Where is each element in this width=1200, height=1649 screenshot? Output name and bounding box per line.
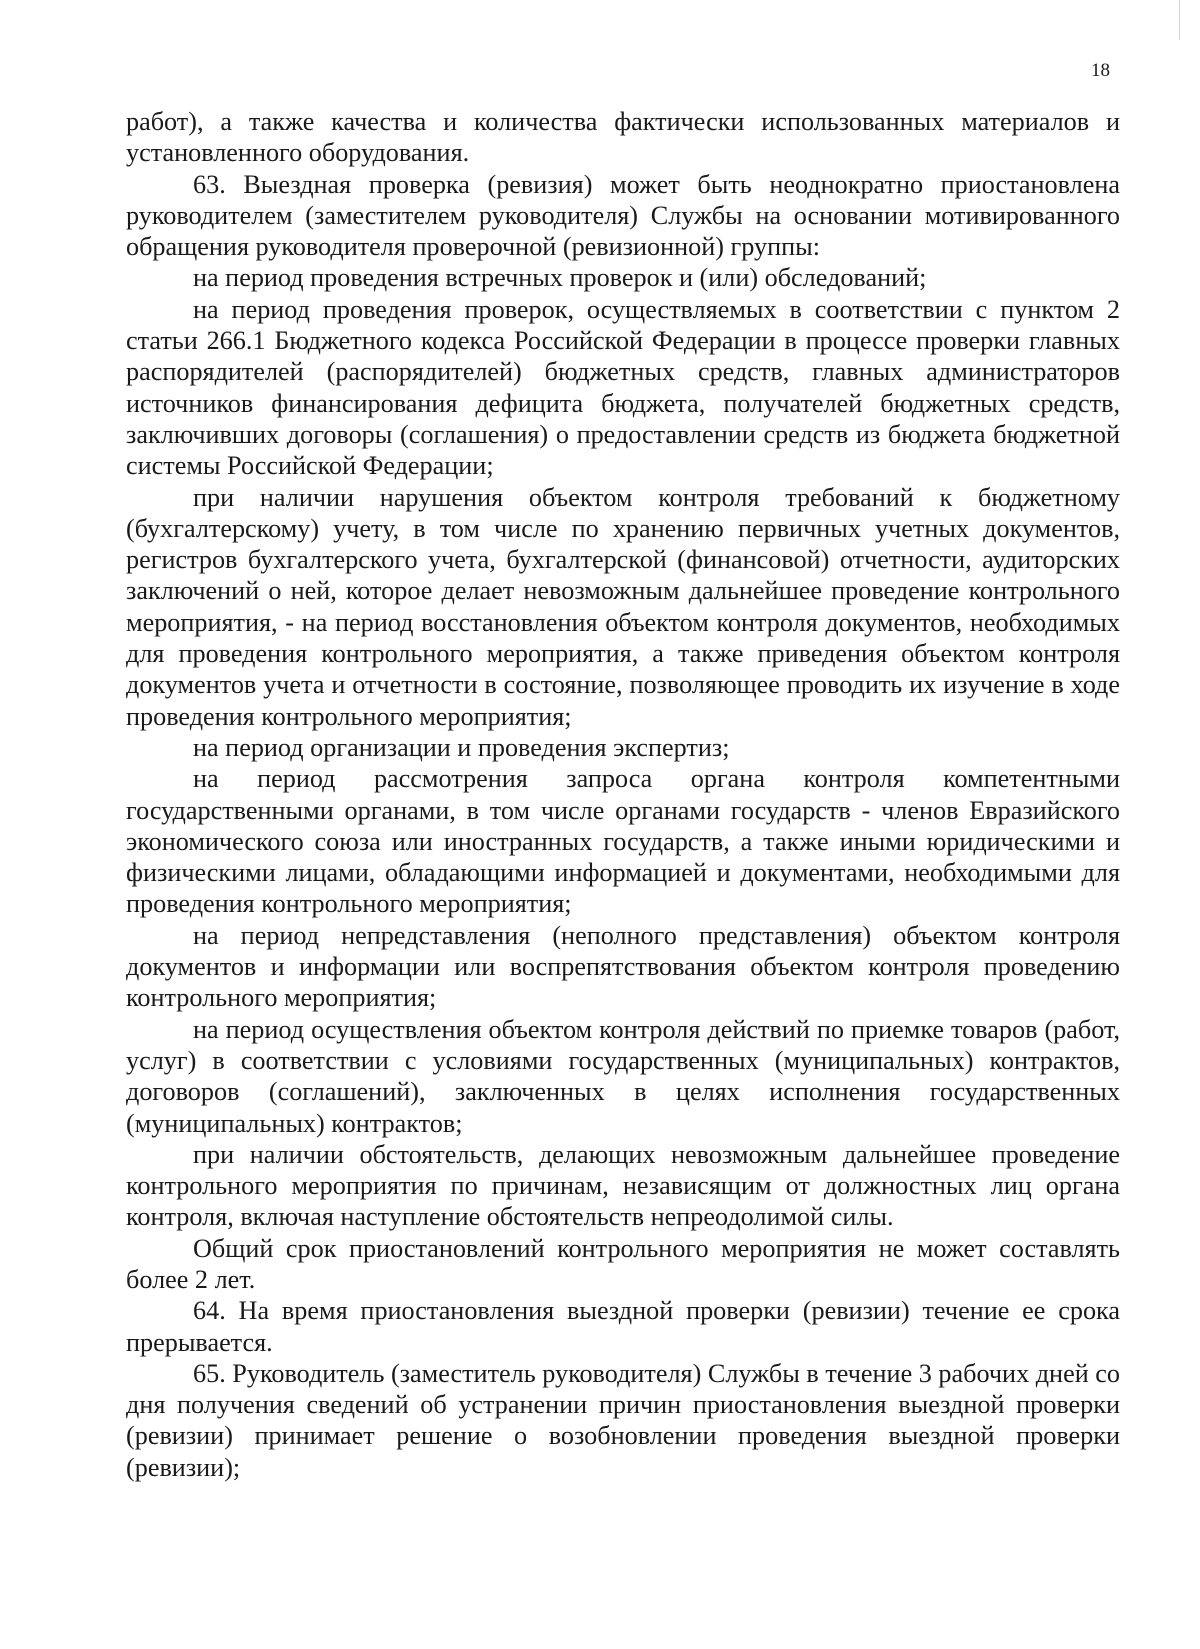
paragraph-suspension-reason: при наличии нарушения объектом контроля требований к бюджетному (бухгалтерскому) учету, в том числе по хранению первичных учетных документов, регистров бухгалтерского учета, бухгалтерской (финансовой) отчетности, аудиторских заключений о ней, которое делает невозможным дальнейшее проведение контрольного мероприятия, - на период восстановления объектом контроля документов, необходимых для проведения контрольного мероприятия, а также приведения объектом контроля документов учета и отчетности в состояние, позволяющее проводить их изучение в ходе проведения контрольного мероприятия; <box>126 482 1120 731</box>
paragraph-item-63: 63. Выездная проверка (ревизия) может быть неоднократно приостановлена руководителем (заместителем руководителя) Службы на основании мотивированного обращения руководителя проверочной (ревизионной) группы: <box>126 169 1120 262</box>
document-body <box>126 106 1120 1483</box>
paragraph-suspension-reason: на период рассмотрения запроса органа контроля компетентными государственными органами, в том числе органами государств - членов Евразийского экономического союза или иностранных государств, а также иными юридическими и физическими лицами, обладающими информацией и документами, необходимыми для проведения контрольного мероприятия; <box>126 764 1120 919</box>
paragraph-total-term: Общий срок приостановлений контрольного мероприятия не может составлять более 2 лет. <box>126 1233 1120 1294</box>
paragraph-item-64: 64. На время приостановления выездной проверки (ревизии) течение ее срока прерывается. <box>126 1296 1120 1357</box>
paragraph-continuation: работ), а также качества и количества фактически использованных материалов и установленного оборудования. <box>126 107 1120 168</box>
paragraph-suspension-reason: при наличии обстоятельств, делающих невозможным дальнейшее проведение контрольного мероприятия по причинам, независящим от должностных лиц органа контроля, включая наступление обстоятельств непреодолимой силы. <box>126 1139 1120 1232</box>
scan-edge-mark <box>1179 0 1180 40</box>
paragraph-suspension-reason: на период осуществления объектом контроля действий по приемке товаров (работ, услуг) в соответствии с условиями государственных (муниципальных) контрактов, договоров (соглашений), заключенных в целях исполнения государственных (муниципальных) контрактов; <box>126 1014 1120 1138</box>
paragraph-item-65: 65. Руководитель (заместитель руководителя) Службы в течение 3 рабочих дней со дня получения сведений об устранении причин приостановления выездной проверки (ревизии) принимает решение о возобновлении проведения выездной проверки (ревизии); <box>126 1358 1120 1482</box>
page-number: 18 <box>1091 60 1110 81</box>
paragraph-suspension-reason: на период проведения встречных проверок и (или) обследований; <box>193 263 927 293</box>
paragraph-suspension-reason: на период непредставления (неполного представления) объектом контроля документов и информации или воспрепятствования объектом контроля проведению контрольного мероприятия; <box>126 920 1120 1013</box>
paragraph-suspension-reason: на период организации и проведения экспертиз; <box>193 732 730 762</box>
paragraph-suspension-reason: на период проведения проверок, осуществляемых в соответствии с пунктом 2 статьи 266.1 Бюджетного кодекса Российской Федерации в процессе проверки главных распорядителей (распорядителей) бюджетных средств, главных администраторов источников финансирования дефицита бюджета, получателей бюджетных средств, заключивших договоры (соглашения) о предоставлении средств из бюджета бюджетной системы Российской Федерации; <box>126 294 1120 481</box>
